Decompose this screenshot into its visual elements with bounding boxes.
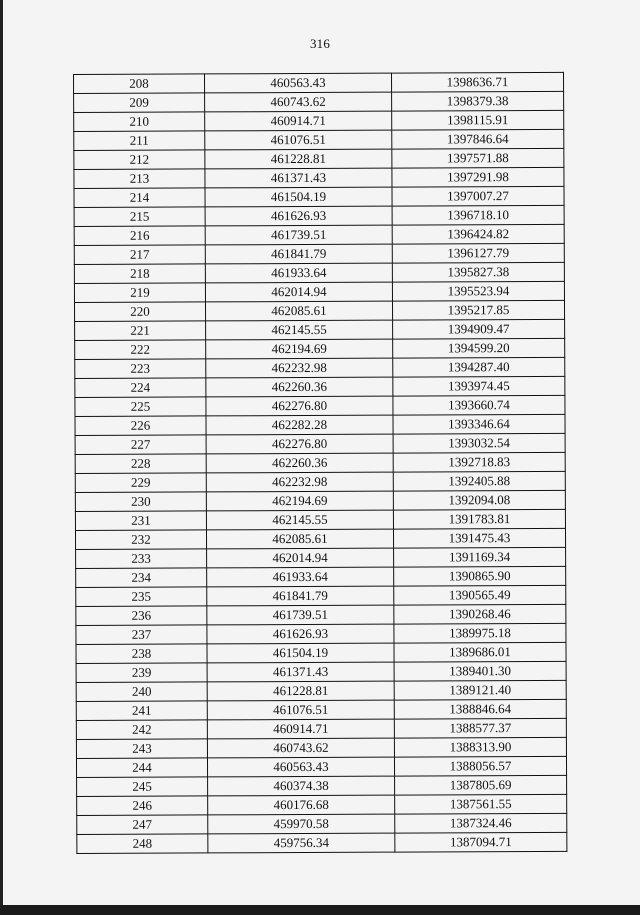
table-row bbox=[75, 376, 565, 397]
point-number-cell: 217 bbox=[74, 245, 205, 265]
x-coordinate-cell: 460914.71 bbox=[207, 719, 394, 739]
table-row bbox=[76, 623, 566, 644]
y-coordinate-cell: 1387561.55 bbox=[395, 794, 567, 814]
x-coordinate-cell: 462085.61 bbox=[206, 529, 393, 549]
point-number-cell: 233 bbox=[76, 549, 207, 569]
table-row bbox=[74, 186, 564, 207]
x-coordinate-cell: 462085.61 bbox=[205, 301, 392, 321]
y-coordinate-cell: 1390865.90 bbox=[394, 566, 566, 586]
y-coordinate-cell: 1391475.43 bbox=[393, 528, 565, 548]
y-coordinate-cell: 1387094.71 bbox=[395, 832, 567, 852]
point-number-cell: 239 bbox=[76, 663, 207, 683]
x-coordinate-cell: 462232.98 bbox=[206, 472, 393, 492]
x-coordinate-cell: 460176.68 bbox=[208, 795, 395, 815]
y-coordinate-cell: 1389686.01 bbox=[394, 642, 566, 662]
y-coordinate-cell: 1393032.54 bbox=[393, 433, 565, 453]
y-coordinate-cell: 1389121.40 bbox=[394, 680, 566, 700]
y-coordinate-cell: 1398115.91 bbox=[392, 110, 564, 130]
x-coordinate-cell: 461076.51 bbox=[205, 130, 392, 150]
table-row bbox=[77, 794, 567, 815]
y-coordinate-cell: 1393346.64 bbox=[393, 414, 565, 434]
table-row bbox=[74, 224, 564, 245]
x-coordinate-cell: 462260.36 bbox=[206, 377, 393, 397]
table-row bbox=[76, 585, 566, 606]
table-row bbox=[76, 642, 566, 663]
point-number-cell: 237 bbox=[76, 625, 207, 645]
x-coordinate-cell: 461739.51 bbox=[205, 225, 392, 245]
point-number-cell: 230 bbox=[75, 492, 206, 512]
y-coordinate-cell: 1388577.37 bbox=[394, 718, 566, 738]
x-coordinate-cell: 462276.80 bbox=[206, 396, 393, 416]
x-coordinate-cell: 461739.51 bbox=[207, 605, 394, 625]
y-coordinate-cell: 1393660.74 bbox=[393, 395, 565, 415]
table-row bbox=[74, 281, 564, 302]
table-row bbox=[74, 91, 564, 112]
y-coordinate-cell: 1392718.83 bbox=[393, 452, 565, 472]
y-coordinate-cell: 1389401.30 bbox=[394, 661, 566, 681]
coordinate-table-body bbox=[74, 72, 567, 853]
x-coordinate-cell: 462145.55 bbox=[206, 510, 393, 530]
table-row bbox=[77, 813, 567, 834]
x-coordinate-cell: 459970.58 bbox=[208, 814, 395, 834]
point-number-cell: 236 bbox=[76, 606, 207, 626]
table-row bbox=[75, 490, 565, 511]
page-bottom-edge bbox=[0, 905, 640, 915]
point-number-cell: 244 bbox=[76, 758, 207, 778]
table-row bbox=[75, 338, 565, 359]
table-row bbox=[76, 699, 566, 720]
table-row bbox=[76, 547, 566, 568]
table-row bbox=[75, 433, 565, 454]
point-number-cell: 208 bbox=[74, 74, 205, 94]
table-row bbox=[76, 737, 566, 758]
table-row bbox=[76, 756, 566, 777]
y-coordinate-cell: 1388056.57 bbox=[394, 756, 566, 776]
x-coordinate-cell: 460743.62 bbox=[205, 92, 392, 112]
y-coordinate-cell: 1397571.88 bbox=[392, 148, 564, 168]
table-row bbox=[76, 566, 566, 587]
table-row bbox=[74, 300, 564, 321]
y-coordinate-cell: 1396424.82 bbox=[392, 224, 564, 244]
x-coordinate-cell: 462260.36 bbox=[206, 453, 393, 473]
point-number-cell: 211 bbox=[74, 131, 205, 151]
point-number-cell: 216 bbox=[74, 226, 205, 246]
point-number-cell: 229 bbox=[75, 473, 206, 493]
y-coordinate-cell: 1394909.47 bbox=[393, 319, 565, 339]
table-row bbox=[75, 528, 565, 549]
table-row bbox=[74, 167, 564, 188]
point-number-cell: 210 bbox=[74, 112, 205, 132]
point-number-cell: 219 bbox=[74, 283, 205, 303]
table-row bbox=[75, 319, 565, 340]
x-coordinate-cell: 462014.94 bbox=[207, 548, 394, 568]
table-row bbox=[75, 395, 565, 416]
point-number-cell: 212 bbox=[74, 150, 205, 170]
y-coordinate-cell: 1391169.34 bbox=[394, 547, 566, 567]
x-coordinate-cell: 461228.81 bbox=[205, 149, 392, 169]
point-number-cell: 235 bbox=[76, 587, 207, 607]
x-coordinate-cell: 460563.43 bbox=[205, 73, 392, 93]
table-row bbox=[74, 72, 564, 93]
x-coordinate-cell: 462194.69 bbox=[206, 339, 393, 359]
table-row bbox=[75, 357, 565, 378]
point-number-cell: 225 bbox=[75, 397, 206, 417]
y-coordinate-cell: 1396718.10 bbox=[392, 205, 564, 225]
point-number-cell: 222 bbox=[75, 340, 206, 360]
point-number-cell: 209 bbox=[74, 93, 205, 113]
point-number-cell: 248 bbox=[77, 834, 208, 854]
table-row bbox=[74, 205, 564, 226]
y-coordinate-cell: 1393974.45 bbox=[393, 376, 565, 396]
point-number-cell: 232 bbox=[75, 530, 206, 550]
point-number-cell: 231 bbox=[75, 511, 206, 531]
point-number-cell: 223 bbox=[75, 359, 206, 379]
point-number-cell: 221 bbox=[75, 321, 206, 341]
y-coordinate-cell: 1395217.85 bbox=[392, 300, 564, 320]
x-coordinate-cell: 462276.80 bbox=[206, 434, 393, 454]
table-row bbox=[75, 452, 565, 473]
table-row bbox=[74, 262, 564, 283]
y-coordinate-cell: 1391783.81 bbox=[393, 509, 565, 529]
x-coordinate-cell: 461841.79 bbox=[207, 586, 394, 606]
coordinate-table bbox=[73, 72, 567, 854]
x-coordinate-cell: 462145.55 bbox=[206, 320, 393, 340]
point-number-cell: 243 bbox=[76, 739, 207, 759]
point-number-cell: 245 bbox=[77, 777, 208, 797]
point-number-cell: 240 bbox=[76, 682, 207, 702]
point-number-cell: 214 bbox=[74, 188, 205, 208]
point-number-cell: 242 bbox=[76, 720, 207, 740]
point-number-cell: 224 bbox=[75, 378, 206, 398]
point-number-cell: 226 bbox=[75, 416, 206, 436]
table-row bbox=[77, 832, 567, 853]
y-coordinate-cell: 1398379.38 bbox=[392, 91, 564, 111]
point-number-cell: 227 bbox=[75, 435, 206, 455]
point-number-cell: 215 bbox=[74, 207, 205, 227]
point-number-cell: 220 bbox=[74, 302, 205, 322]
y-coordinate-cell: 1397846.64 bbox=[392, 129, 564, 149]
table-row bbox=[77, 775, 567, 796]
y-coordinate-cell: 1396127.79 bbox=[392, 243, 564, 263]
table-row bbox=[74, 129, 564, 150]
x-coordinate-cell: 461228.81 bbox=[207, 681, 394, 701]
y-coordinate-cell: 1388313.90 bbox=[394, 737, 566, 757]
y-coordinate-cell: 1387805.69 bbox=[395, 775, 567, 795]
table-row bbox=[76, 661, 566, 682]
table-row bbox=[74, 110, 564, 131]
x-coordinate-cell: 462194.69 bbox=[206, 491, 393, 511]
table-row bbox=[75, 414, 565, 435]
point-number-cell: 246 bbox=[77, 796, 208, 816]
x-coordinate-cell: 461076.51 bbox=[207, 700, 394, 720]
y-coordinate-cell: 1390268.46 bbox=[394, 604, 566, 624]
y-coordinate-cell: 1389975.18 bbox=[394, 623, 566, 643]
table-row bbox=[75, 471, 565, 492]
table-row bbox=[76, 718, 566, 739]
y-coordinate-cell: 1395523.94 bbox=[392, 281, 564, 301]
page-left-edge bbox=[0, 0, 3, 915]
y-coordinate-cell: 1387324.46 bbox=[395, 813, 567, 833]
x-coordinate-cell: 461504.19 bbox=[207, 643, 394, 663]
x-coordinate-cell: 460914.71 bbox=[205, 111, 392, 131]
x-coordinate-cell: 459756.34 bbox=[208, 833, 395, 853]
point-number-cell: 241 bbox=[76, 701, 207, 721]
table-row bbox=[74, 148, 564, 169]
y-coordinate-cell: 1388846.64 bbox=[394, 699, 566, 719]
x-coordinate-cell: 462014.94 bbox=[205, 282, 392, 302]
y-coordinate-cell: 1394599.20 bbox=[393, 338, 565, 358]
point-number-cell: 228 bbox=[75, 454, 206, 474]
y-coordinate-cell: 1397291.98 bbox=[392, 167, 564, 187]
x-coordinate-cell: 461841.79 bbox=[205, 244, 392, 264]
point-number-cell: 247 bbox=[77, 815, 208, 835]
x-coordinate-cell: 461371.43 bbox=[207, 662, 394, 682]
x-coordinate-cell: 461933.64 bbox=[207, 567, 394, 587]
x-coordinate-cell: 461504.19 bbox=[205, 187, 392, 207]
x-coordinate-cell: 461371.43 bbox=[205, 168, 392, 188]
point-number-cell: 234 bbox=[76, 568, 207, 588]
point-number-cell: 238 bbox=[76, 644, 207, 664]
coordinate-table-wrapper bbox=[73, 72, 563, 854]
x-coordinate-cell: 461626.93 bbox=[205, 206, 392, 226]
table-row bbox=[75, 509, 565, 530]
table-row bbox=[74, 243, 564, 264]
x-coordinate-cell: 460563.43 bbox=[207, 757, 394, 777]
x-coordinate-cell: 462232.98 bbox=[206, 358, 393, 378]
y-coordinate-cell: 1392405.88 bbox=[393, 471, 565, 491]
x-coordinate-cell: 461626.93 bbox=[207, 624, 394, 644]
x-coordinate-cell: 460743.62 bbox=[207, 738, 394, 758]
page-number: 316 bbox=[309, 36, 331, 51]
y-coordinate-cell: 1395827.38 bbox=[392, 262, 564, 282]
y-coordinate-cell: 1397007.27 bbox=[392, 186, 564, 206]
x-coordinate-cell: 462282.28 bbox=[206, 415, 393, 435]
table-row bbox=[76, 604, 566, 625]
x-coordinate-cell: 460374.38 bbox=[208, 776, 395, 796]
y-coordinate-cell: 1390565.49 bbox=[394, 585, 566, 605]
y-coordinate-cell: 1392094.08 bbox=[393, 490, 565, 510]
point-number-cell: 218 bbox=[74, 264, 205, 284]
point-number-cell: 213 bbox=[74, 169, 205, 189]
x-coordinate-cell: 461933.64 bbox=[205, 263, 392, 283]
y-coordinate-cell: 1394287.40 bbox=[393, 357, 565, 377]
table-row bbox=[76, 680, 566, 701]
y-coordinate-cell: 1398636.71 bbox=[391, 72, 563, 92]
